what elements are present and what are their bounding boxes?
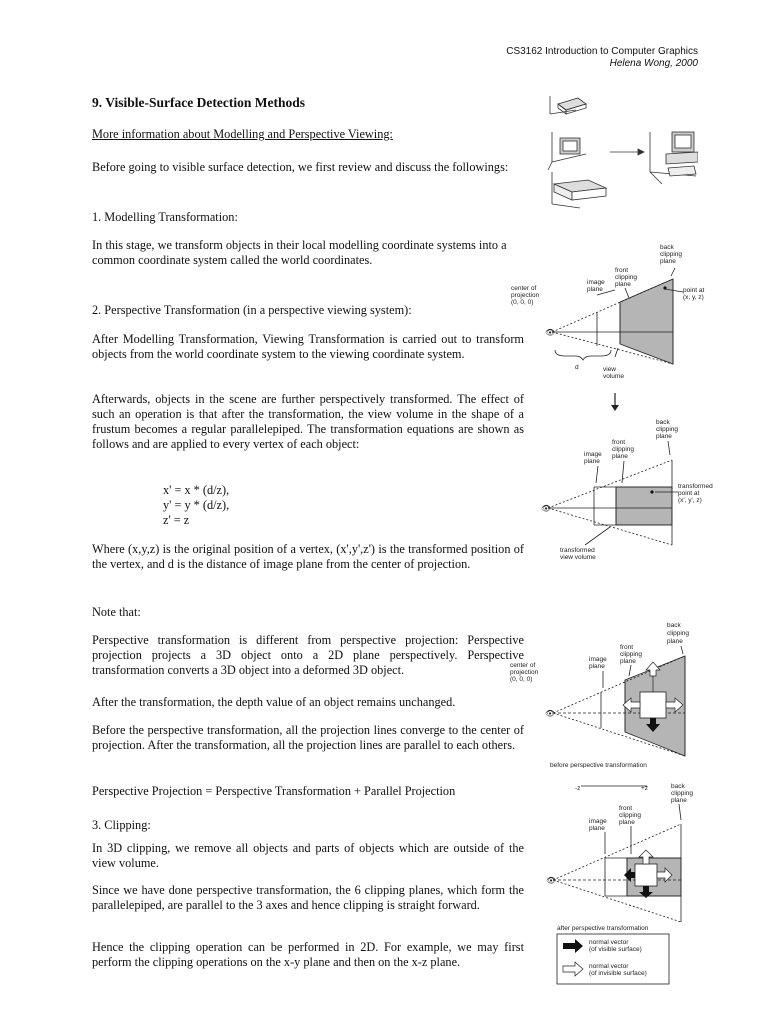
section-2-paragraph-2: Afterwards, objects in the scene are further perspectively transformed. The effect of such an operation is that after the transformation, the view volume in the shape of a frustum becomes a regular parallelepiped. The transformation equations are shown as follows and are applied to every vertex of each object: bbox=[92, 392, 524, 451]
legend-box bbox=[557, 934, 669, 984]
author-line: Helena Wong, 2000 bbox=[609, 58, 698, 69]
image-plane-label: plane bbox=[589, 825, 605, 832]
distance-label: d bbox=[575, 364, 579, 371]
leader-line bbox=[671, 268, 675, 276]
point-marker bbox=[663, 286, 666, 289]
front-plane-label: front bbox=[612, 439, 626, 446]
equation-y: y' = y * (d/z), bbox=[163, 498, 230, 512]
eye-icon: 👁 bbox=[545, 328, 556, 337]
before-transform-figure bbox=[505, 618, 735, 768]
front-plane-label: front bbox=[619, 805, 633, 812]
figure-caption: before perspective transformation bbox=[550, 762, 647, 768]
transformed-point-label: transformed bbox=[678, 483, 713, 490]
section-1-heading: 1. Modelling Transformation: bbox=[92, 210, 238, 224]
section-2-paragraph-1: After Modelling Transformation, Viewing Transformation is carried out to transform objects from the world coordinate system to the viewing coordinate system. bbox=[92, 332, 524, 361]
monitor-screen bbox=[563, 141, 577, 151]
back-plane-label: back bbox=[667, 622, 681, 629]
down-arrow-icon bbox=[608, 392, 622, 412]
cop-label: (0, 0, 0) bbox=[511, 299, 534, 306]
monitor-screen bbox=[675, 135, 691, 148]
back-plane-label: back bbox=[671, 783, 685, 790]
legend-invisible-label: normal vector bbox=[589, 963, 629, 970]
parallelepiped-shaded bbox=[616, 487, 672, 525]
image-plane-label: plane bbox=[587, 286, 603, 293]
leader-line bbox=[625, 288, 629, 298]
front-plane-label: clipping bbox=[619, 812, 642, 819]
back-plane-label: plane bbox=[667, 638, 683, 645]
legend-visible-label: (of visible surface) bbox=[589, 946, 642, 953]
figure-caption: after perspective transformation bbox=[557, 925, 649, 932]
modelling-transform-figure bbox=[538, 92, 698, 214]
view-volume-label: volume bbox=[603, 373, 624, 380]
section-2-paragraph-3: Where (x,y,z) is the original position of a vertex, (x',y',z') is the transformed position of the vertex, and d is the distance of image plane from the center of projection. bbox=[92, 542, 524, 571]
leader-line bbox=[585, 527, 610, 545]
note-paragraph-1: Perspective transformation is different from perspective projection: Perspective projection projects a 3D object onto a 2D plane perspectively. Perspective transformation converts a 3D object into a deformed 3D object. bbox=[92, 633, 524, 677]
point-label: (x, y, z) bbox=[683, 294, 704, 301]
page-header bbox=[506, 46, 698, 70]
leader-line bbox=[679, 804, 681, 820]
eye-icon: 👁 bbox=[546, 876, 557, 885]
cop-label: center of bbox=[510, 662, 536, 669]
eye-icon: 👁 bbox=[541, 504, 552, 513]
transformed-point-label: point at bbox=[678, 490, 700, 497]
cop-label: (0, 0, 0) bbox=[510, 676, 533, 683]
image-plane-label: plane bbox=[584, 458, 600, 465]
section-2-heading: 2. Perspective Transformation (in a perspective viewing system): bbox=[92, 303, 412, 317]
front-plane-label: front bbox=[620, 644, 634, 651]
back-plane-label: back bbox=[660, 244, 674, 251]
section-intro-heading: More information about Modelling and Perspective Viewing: bbox=[92, 127, 393, 141]
back-plane-label: back bbox=[656, 419, 670, 426]
leader-line bbox=[668, 441, 670, 455]
intro-paragraph: Before going to visible surface detection, we first review and discuss the followings: bbox=[92, 160, 509, 174]
image-plane-label: image bbox=[589, 656, 607, 663]
leader-line bbox=[629, 665, 631, 676]
note-paragraph-2: After the transformation, the depth value of an object remains unchanged. bbox=[92, 695, 456, 709]
equation-z: z' = z bbox=[163, 513, 190, 527]
legend-visible-label: normal vector bbox=[589, 939, 629, 946]
transformed-view-label: view volume bbox=[560, 554, 596, 561]
equation-x: x' = x * (d/z), bbox=[163, 483, 230, 497]
front-plane-label: plane bbox=[619, 819, 635, 826]
view-volume-label: view bbox=[603, 366, 617, 373]
axis-line bbox=[552, 154, 586, 162]
back-plane-label: plane bbox=[660, 258, 676, 265]
distance-brace bbox=[555, 350, 611, 360]
course-title: CS3162 Introduction to Computer Graphics bbox=[506, 46, 698, 57]
note-heading: Note that: bbox=[92, 605, 141, 619]
back-plane-label: clipping bbox=[660, 251, 683, 258]
cop-label: center of bbox=[511, 285, 537, 292]
section-3-paragraph-3: Hence the clipping operation can be performed in 2D. For example, we may first perform the clipping operations on the x-y plane and then on the x-z plane. bbox=[92, 940, 524, 969]
leader-line bbox=[596, 466, 598, 483]
eye-icon: 👁 bbox=[545, 709, 556, 718]
back-plane-label: clipping bbox=[671, 790, 694, 797]
transformed-view-label: transformed bbox=[560, 547, 595, 554]
section-1-body: In this stage, we transform objects in their local modelling coordinate systems into a common coordinate system called the world coordinates. bbox=[92, 238, 507, 267]
neg-z-label: -z bbox=[575, 785, 581, 792]
axis-line bbox=[552, 204, 580, 208]
pos-z-label: +z bbox=[641, 785, 649, 792]
front-plane-label: plane bbox=[612, 453, 628, 460]
image-plane-label: plane bbox=[589, 663, 605, 670]
back-plane-label: clipping bbox=[656, 426, 679, 433]
axis-line bbox=[548, 162, 552, 170]
front-plane-label: plane bbox=[620, 658, 636, 665]
page-title: 9. Visible-Surface Detection Methods bbox=[92, 95, 305, 110]
box-shape bbox=[666, 152, 698, 164]
front-plane-label: plane bbox=[615, 281, 631, 288]
point-marker bbox=[650, 490, 653, 493]
front-plane-label: clipping bbox=[620, 651, 643, 658]
point-label: point at bbox=[683, 287, 705, 294]
front-plane-label: front bbox=[615, 267, 629, 274]
back-plane-label: plane bbox=[656, 433, 672, 440]
section-3-paragraph-1: In 3D clipping, we remove all objects and parts of objects which are outside of the view volume. bbox=[92, 841, 524, 870]
legend-invisible-label: (of invisible surface) bbox=[589, 970, 647, 977]
cop-label: projection bbox=[510, 669, 539, 676]
image-plane-label: image bbox=[584, 451, 602, 458]
leader-line bbox=[681, 646, 683, 654]
image-plane-label: image bbox=[589, 818, 607, 825]
transformed-volume-figure bbox=[530, 415, 740, 565]
back-plane-label: clipping bbox=[667, 630, 690, 637]
note-paragraph-3: Before the perspective transformation, all the projection lines converge to the center of projection. After the transformation, all the projection lines are parallel to each others. bbox=[92, 723, 524, 752]
note-paragraph-4: Perspective Projection = Perspective Transformation + Parallel Projection bbox=[92, 784, 456, 798]
frustum-shaded bbox=[620, 279, 673, 364]
leader-line bbox=[622, 461, 624, 483]
section-3-paragraph-2: Since we have done perspective transformation, the 6 clipping planes, which form the parallelepiped, are parallel to the 3 axes and hence clipping is straight forward. bbox=[92, 883, 524, 912]
axis-line bbox=[650, 172, 662, 184]
image-plane-label: image bbox=[587, 279, 605, 286]
back-plane-label: plane bbox=[671, 797, 687, 804]
cop-label: projection bbox=[511, 292, 540, 299]
after-transform-figure bbox=[535, 780, 735, 988]
transformed-point-label: (x', y', z) bbox=[678, 497, 702, 504]
view-volume-figure bbox=[505, 242, 735, 384]
section-3-heading: 3. Clipping: bbox=[92, 818, 151, 832]
leader-line bbox=[615, 348, 618, 357]
arrow-head bbox=[638, 149, 644, 155]
front-plane-label: clipping bbox=[615, 274, 638, 281]
front-plane-label: clipping bbox=[612, 446, 635, 453]
keyboard-shape bbox=[668, 166, 696, 176]
